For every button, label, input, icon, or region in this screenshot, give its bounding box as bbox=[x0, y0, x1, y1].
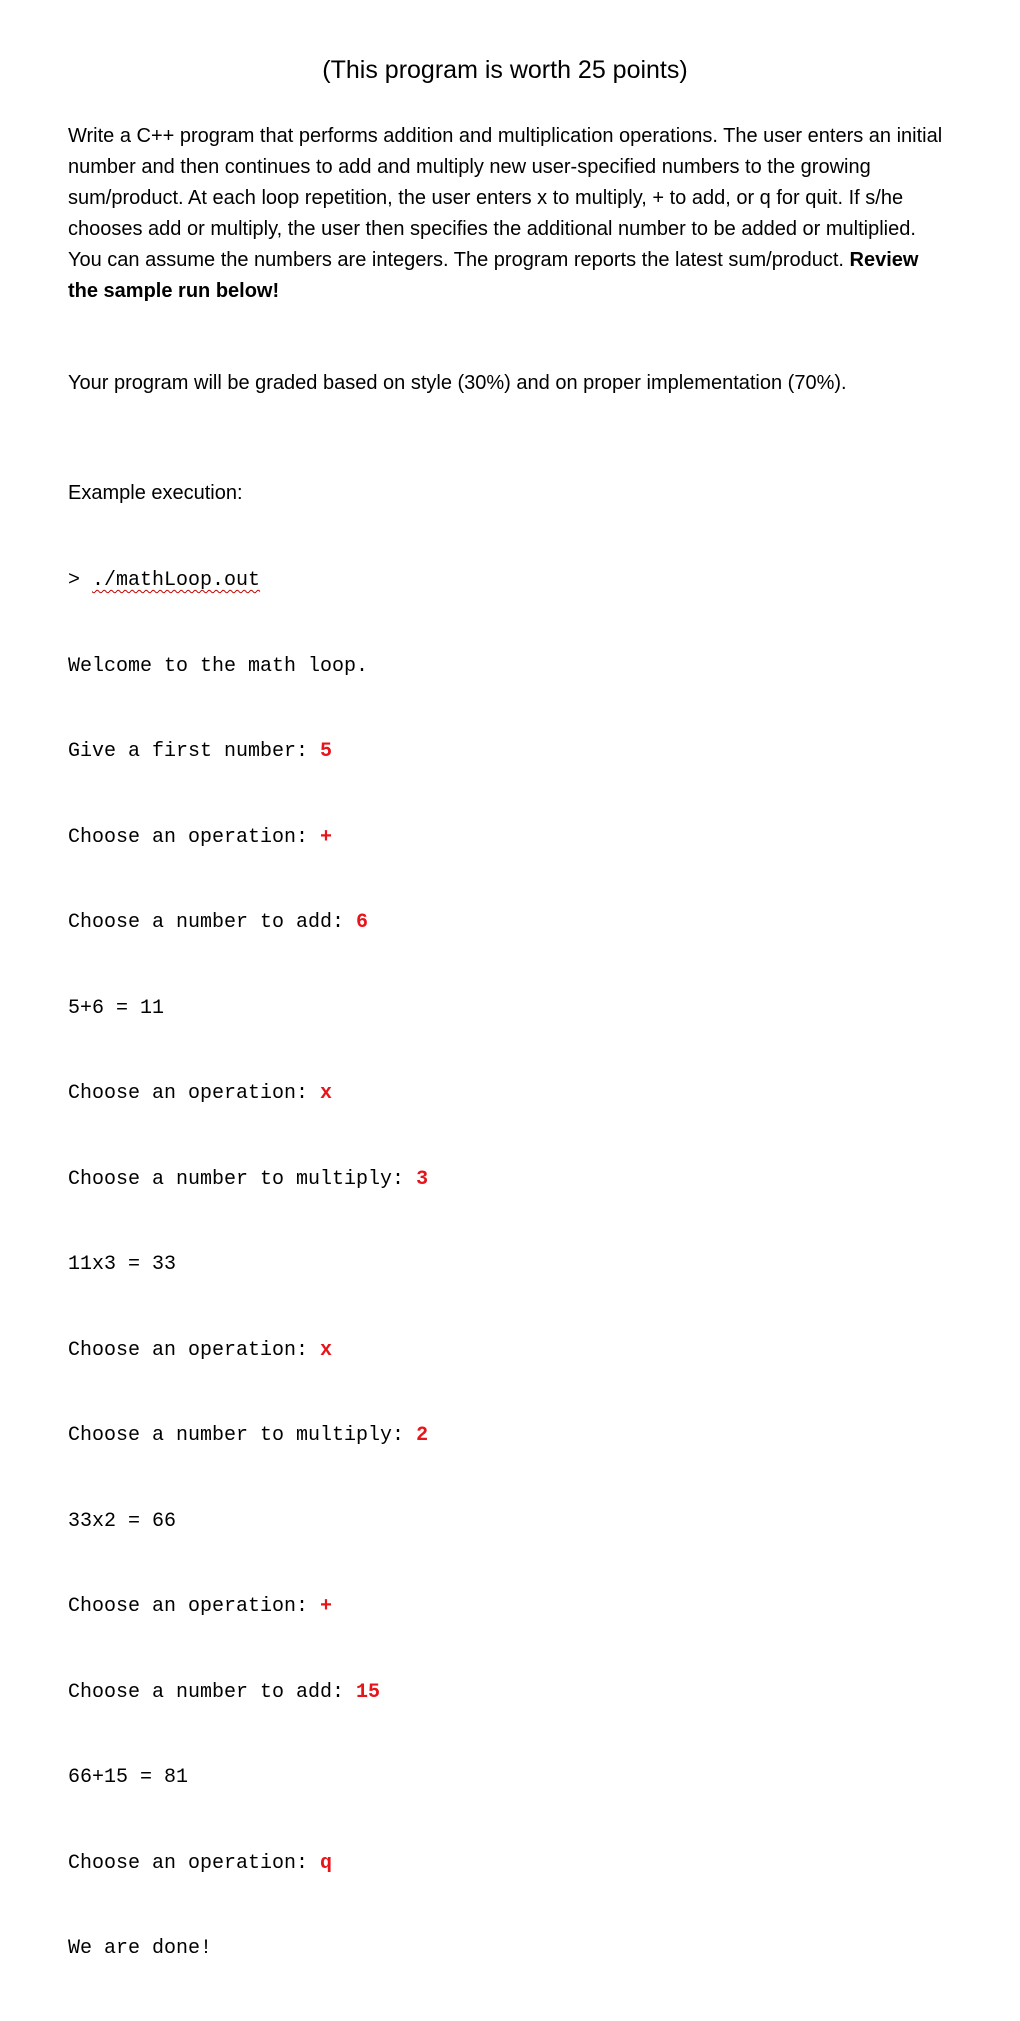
output-line bbox=[68, 653, 948, 682]
output-text: Choose an operation: bbox=[68, 1851, 321, 1875]
output-text: 33x2 = 66 bbox=[68, 1509, 177, 1533]
output-line bbox=[68, 909, 948, 938]
output-line bbox=[68, 824, 948, 853]
output-text: 11x3 = 33 bbox=[68, 1253, 177, 1276]
page-title: (This program is worth 25 points) bbox=[322, 56, 688, 84]
output-text: We are done! bbox=[68, 1937, 213, 1960]
output-line bbox=[68, 1935, 948, 1964]
output-line bbox=[68, 1764, 948, 1793]
instructions-paragraph bbox=[68, 121, 948, 307]
output-line bbox=[68, 1508, 948, 1537]
output-text: Choose a number to add: bbox=[68, 911, 357, 934]
example-terminal-output bbox=[68, 510, 948, 2021]
user-input: x bbox=[320, 1338, 333, 1362]
output-text: Choose an operation: bbox=[68, 1082, 321, 1105]
output-text: Choose a number to add: bbox=[68, 1680, 357, 1704]
output-line bbox=[68, 738, 948, 767]
user-input: x bbox=[320, 1082, 333, 1105]
output-line bbox=[68, 1080, 948, 1109]
output-line bbox=[68, 1166, 948, 1195]
user-input: 6 bbox=[356, 911, 369, 934]
output-text: Choose an operation: bbox=[68, 825, 321, 849]
output-line bbox=[68, 995, 948, 1024]
user-input: 5 bbox=[320, 740, 333, 763]
prompt-symbol: > bbox=[68, 569, 93, 592]
user-input: 15 bbox=[356, 1680, 381, 1704]
output-text: 5+6 = 11 bbox=[68, 996, 165, 1020]
output-line bbox=[68, 1337, 948, 1366]
output-line bbox=[68, 1422, 948, 1451]
command-line bbox=[68, 567, 948, 596]
grading-paragraph: Your program will be graded based on style (30%) and on proper implementation (70%). bbox=[68, 372, 847, 394]
user-input: + bbox=[320, 1595, 333, 1618]
example-label: Example execution: bbox=[68, 482, 243, 504]
output-line bbox=[68, 1593, 948, 1622]
output-line bbox=[68, 1679, 948, 1708]
user-input: + bbox=[320, 825, 333, 849]
instructions-text: Write a C++ program that performs addition and multiplication operations. The user enters an initial number and then continues to add and multiply new user-specified numbers to the growing sum/product. At each loop repetition, the user enters x to multiply, + to add, or q for quit. If s/he chooses add or multiply, the user then specifies the additional number to be added or multiplied. You can assume the numbers are integers. The program reports the latest sum/product. bbox=[68, 125, 943, 271]
instructions-bold-text: Review the sample run below! bbox=[68, 249, 919, 302]
output-text: Give a first number: bbox=[68, 740, 321, 763]
user-input: q bbox=[320, 1851, 333, 1875]
output-text: Choose a number to multiply: bbox=[68, 1167, 417, 1191]
user-input: 2 bbox=[416, 1424, 429, 1447]
output-text: Choose an operation: bbox=[68, 1338, 321, 1362]
output-text: Welcome to the math loop. bbox=[68, 654, 369, 678]
user-input: 3 bbox=[416, 1167, 429, 1191]
command-text: ./mathLoop.out bbox=[92, 569, 261, 592]
output-text: 66+15 = 81 bbox=[68, 1766, 189, 1789]
output-text: Choose a number to multiply: bbox=[68, 1424, 417, 1447]
output-text: Choose an operation: bbox=[68, 1595, 321, 1618]
output-line bbox=[68, 1850, 948, 1879]
output-line bbox=[68, 1251, 948, 1280]
